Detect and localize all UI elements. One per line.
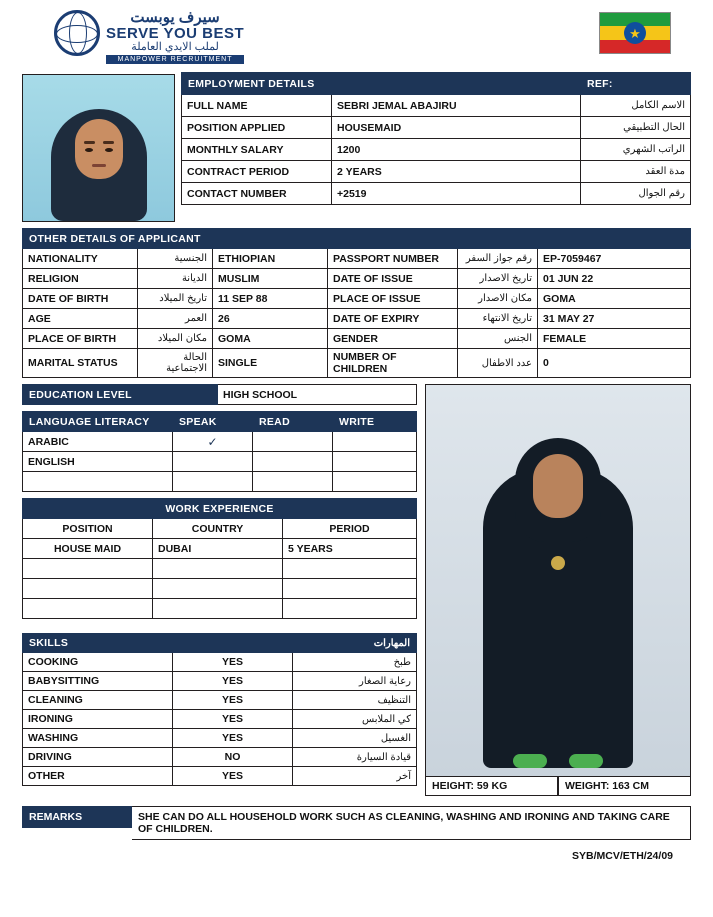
passport-number-arabic: رقم جواز السفر [458,249,538,269]
work-experience-table [22,498,417,619]
table-row [23,539,417,559]
remarks-text: SHE CAN DO ALL HOUSEHOLD WORK SUCH AS CLEANING, WASHING AND IRONING AND TAKING CARE OF CHILDREN. [132,806,691,840]
table-row [23,289,691,309]
full-name-value: SEBRI JEMAL ABAJIRU [332,95,581,117]
skill-other-label: OTHER [23,767,173,786]
work-position-4 [23,599,153,619]
education-band-title: EDUCATION LEVEL [23,385,218,405]
skill-cooking-arabic: طبخ [293,653,417,672]
skill-driving-arabic: قيادة السيارة [293,748,417,767]
table-row [23,653,417,672]
place-of-issue-value: GOMA [538,289,691,309]
language-name-english: ENGLISH [23,452,173,472]
table-row [23,672,417,691]
remarks-section [0,806,713,840]
date-of-issue-value: 01 JUN 22 [538,269,691,289]
work-period-3 [283,579,417,599]
top-section [0,72,713,222]
place-of-birth-value: GOMA [213,329,328,349]
ref-label: REF: [581,73,691,95]
table-row [23,559,417,579]
marital-status-value: SINGLE [213,349,328,378]
date-of-issue-arabic: تاريخ الاصدار [458,269,538,289]
age-value: 26 [213,309,328,329]
remarks-band-title: REMARKS [22,806,132,828]
skills-table [22,633,417,786]
other-details-table [22,228,691,378]
other-details-section [0,228,713,378]
number-of-children-arabic: عدد الاطفال [458,349,538,378]
monthly-salary-value: 1200 [332,139,581,161]
nationality-label: NATIONALITY [23,249,138,269]
language-arabic-write [333,432,417,452]
brand-arabic: سيرف يوبست [130,9,220,26]
flag-star: ★ [624,22,646,44]
language-arabic-speak: ✓ [173,432,253,452]
work-period-1: 5 YEARS [283,539,417,559]
work-col-period: PERIOD [283,519,417,539]
skill-driving-value: NO [173,748,293,767]
table-row [23,249,691,269]
nationality-arabic: الجنسية [138,249,213,269]
table-row [182,183,691,205]
language-english-write [333,452,417,472]
monthly-salary-arabic: الراتب الشهري [581,139,691,161]
remarks-label-wrap [22,806,132,840]
brand-tagline: MANPOWER RECRUITMENT [106,55,244,64]
applicant-full-body-photo [425,384,691,777]
religion-value: MUSLIM [213,269,328,289]
table-row [23,452,417,472]
table-row [23,432,417,452]
middle-right-column [425,384,691,796]
skill-cleaning-label: CLEANING [23,691,173,710]
place-of-issue-arabic: مكان الاصدار [458,289,538,309]
skill-cleaning-arabic: التنظيف [293,691,417,710]
contact-number-arabic: رقم الجوال [581,183,691,205]
globe-icon [54,10,100,56]
page-header [0,0,713,72]
full-name-label: FULL NAME [182,95,332,117]
table-row [182,117,691,139]
language-band-title: LANGUAGE LITERACY [23,412,173,432]
table-row [23,309,691,329]
contract-period-value: 2 YEARS [332,161,581,183]
table-row [23,729,417,748]
middle-section [0,384,713,796]
skill-cooking-value: YES [173,653,293,672]
document-reference-code: SYB/MCV/ETH/24/09 [572,850,673,862]
skills-band-arabic: المهارات [293,634,417,653]
gender-arabic: الجنس [458,329,538,349]
language-col-speak: SPEAK [173,412,253,432]
employment-band-title: EMPLOYMENT DETAILS [182,73,581,95]
work-country-2 [153,559,283,579]
work-position-3 [23,579,153,599]
place-of-issue-label: PLACE OF ISSUE [328,289,458,309]
language-name-blank [23,472,173,492]
table-row [23,767,417,786]
skill-ironing-label: IRONING [23,710,173,729]
work-period-4 [283,599,417,619]
weight-value: WEIGHT: 163 CM [558,777,691,796]
language-blank-write [333,472,417,492]
full-name-arabic: الاسم الكامل [581,95,691,117]
other-details-band-title: OTHER DETAILS OF APPLICANT [23,229,691,249]
contact-number-label: CONTACT NUMBER [182,183,332,205]
work-country-1: DUBAI [153,539,283,559]
number-of-children-label: NUMBER OF CHILDREN [328,349,458,378]
position-applied-arabic: الحال التطبيقي [581,117,691,139]
skill-ironing-arabic: كي الملابس [293,710,417,729]
religion-arabic: الديانة [138,269,213,289]
language-col-write: WRITE [333,412,417,432]
language-name-arabic: ARABIC [23,432,173,452]
language-literacy-table [22,411,417,492]
table-row [23,519,417,539]
date-of-expiry-arabic: تاريخ الانتهاء [458,309,538,329]
work-col-country: COUNTRY [153,519,283,539]
table-row [23,385,417,405]
table-row [23,599,417,619]
language-english-read [253,452,333,472]
date-of-expiry-value: 31 MAY 27 [538,309,691,329]
middle-left-column [22,384,417,786]
position-applied-value: HOUSEMAID [332,117,581,139]
nationality-value: ETHIOPIAN [213,249,328,269]
date-of-birth-arabic: تاريخ الميلاد [138,289,213,309]
position-applied-label: POSITION APPLIED [182,117,332,139]
table-row [23,710,417,729]
skill-babysitting-arabic: رعاية الصغار [293,672,417,691]
height-value: HEIGHT: 59 KG [425,777,558,796]
date-of-expiry-label: DATE OF EXPIRY [328,309,458,329]
work-position-2 [23,559,153,579]
skill-washing-arabic: الغسيل [293,729,417,748]
work-period-2 [283,559,417,579]
table-row [23,269,691,289]
table-row [23,748,417,767]
brand-arabic-sub: لملب الايدي العاملة [131,40,219,53]
table-row [182,139,691,161]
language-col-read: READ [253,412,333,432]
brand-text [106,8,244,64]
age-arabic: العمر [138,309,213,329]
monthly-salary-label: MONTHLY SALARY [182,139,332,161]
table-row [182,161,691,183]
employment-details-table [181,72,691,205]
gender-value: FEMALE [538,329,691,349]
table-row [23,579,417,599]
place-of-birth-arabic: مكان الميلاد [138,329,213,349]
religion-label: RELIGION [23,269,138,289]
skill-other-value: YES [173,767,293,786]
age-label: AGE [23,309,138,329]
table-row [23,349,691,378]
contact-number-value: +2519 [332,183,581,205]
work-position-1: HOUSE MAID [23,539,153,559]
work-country-3 [153,579,283,599]
contract-period-arabic: مدة العقد [581,161,691,183]
skill-other-arabic: آخر [293,767,417,786]
skill-washing-value: YES [173,729,293,748]
contract-period-label: CONTRACT PERIOD [182,161,332,183]
table-row [182,95,691,117]
passport-number-value: EP-7059467 [538,249,691,269]
language-blank-speak [173,472,253,492]
ethiopia-flag-icon [599,12,671,54]
date-of-birth-label: DATE OF BIRTH [23,289,138,309]
date-of-issue-label: DATE OF ISSUE [328,269,458,289]
skill-babysitting-value: YES [173,672,293,691]
skill-cooking-label: COOKING [23,653,173,672]
education-level-value: HIGH SCHOOL [218,385,417,405]
brand-name-en: SERVE YOU BEST [106,24,245,42]
applicant-portrait-photo [22,74,175,222]
marital-status-label: MARITAL STATUS [23,349,138,378]
language-blank-read [253,472,333,492]
work-col-position: POSITION [23,519,153,539]
skill-ironing-value: YES [173,710,293,729]
table-row [23,691,417,710]
skill-babysitting-label: BABYSITTING [23,672,173,691]
table-row [23,329,691,349]
work-country-4 [153,599,283,619]
skill-driving-label: DRIVING [23,748,173,767]
skill-cleaning-value: YES [173,691,293,710]
language-arabic-read [253,432,333,452]
company-logo [54,8,244,64]
number-of-children-value: 0 [538,349,691,378]
gender-label: GENDER [328,329,458,349]
place-of-birth-label: PLACE OF BIRTH [23,329,138,349]
marital-status-arabic: الحالة الاجتماعية [138,349,213,378]
date-of-birth-value: 11 SEP 88 [213,289,328,309]
work-band-title: WORK EXPERIENCE [23,499,417,519]
education-table [22,384,417,405]
passport-number-label: PASSPORT NUMBER [328,249,458,269]
measurements-row [425,777,691,796]
language-english-speak [173,452,253,472]
table-row [23,472,417,492]
skill-washing-label: WASHING [23,729,173,748]
skills-band-title: SKILLS [23,634,293,653]
